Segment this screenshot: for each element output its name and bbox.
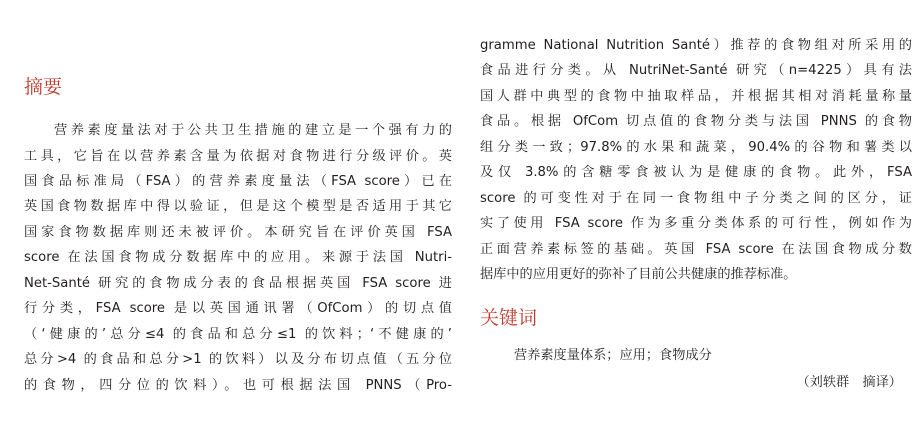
abstract-line: 食品进行分类。从 NutriNet-Santé 研究（n=4225）具有法 [480, 63, 912, 78]
abstract-line: 及仅 3.8%的含糖零食被认为是健康的食物。此外，FSA [480, 165, 912, 180]
abstract-line: 的食物，四分位的饮料）。也可根据法国 PNNS（Pro- [24, 378, 452, 393]
abstract-line: score 在法国食物成分数据库中的应用。来源于法国 Nutri- [24, 250, 452, 265]
abstract-line: 食品。根据 OfCom 切点值的食物分类与法国 PNNS 的食物 [480, 114, 912, 129]
abstract-line: 国家食物数据库则还未被评价。本研究旨在评价英国 FSA [24, 225, 452, 240]
keywords-text: 营养素度量体系；应用；食物成分 [514, 348, 712, 363]
abstract-line: 正面营养素标签的基础。英国 FSA score 在法国食物成分数 [480, 242, 912, 257]
abstract-heading: 摘要 [24, 76, 63, 98]
keywords-heading: 关键词 [480, 307, 538, 329]
abstract-line: 营养素度量法对于公共卫生措施的建立是一个强有力的 [54, 123, 452, 138]
abstract-line: gramme National Nutrition Santé）推荐的食物组对所采用的 [480, 38, 912, 53]
abstract-line: 实了使用 FSA score 作为多重分类体系的可行性，例如作为 [480, 216, 912, 231]
right-column [480, 0, 912, 437]
abstract-line: 英国食物数据库中得以验证，但是这个模型是否适用于其它 [24, 199, 452, 214]
abstract-line: 据库中的应用更好的弥补了目前公共健康的推荐标准。 [480, 267, 797, 282]
abstract-line: 国人群中典型的食物中抽取样品，并根据其相对消耗量称量 [480, 89, 912, 104]
left-column [24, 0, 452, 437]
abstract-line: 工具，它旨在以营养素含量为依据对食物进行分级评价。英 [24, 149, 452, 164]
abstract-line: 组分类一致；97.8%的水果和蔬菜，90.4%的谷物和薯类以 [480, 140, 912, 155]
abstract-line: 总分>4 的食品和总分>1 的饮料）以及分布切点值（五分位 [24, 352, 452, 367]
abstract-line: （‘健康的’总分≤4 的食品和总分≤1 的饮料；‘不健康的’ [24, 327, 452, 342]
abstract-line: 行分类，FSA score 是以英国通讯署（OfCom）的切点值 [24, 301, 452, 316]
abstract-line: score 的可变性对于在同一食物组中子分类之间的区分，证 [480, 191, 912, 206]
translator-credit: （刘轶群 摘译） [796, 375, 902, 390]
abstract-line: 国食品标准局（FSA）的营养素度量法（FSA score）已在 [24, 174, 452, 189]
abstract-line: Net-Santé 研究的食物成分表的食品根据英国 FSA score 进 [24, 276, 452, 291]
